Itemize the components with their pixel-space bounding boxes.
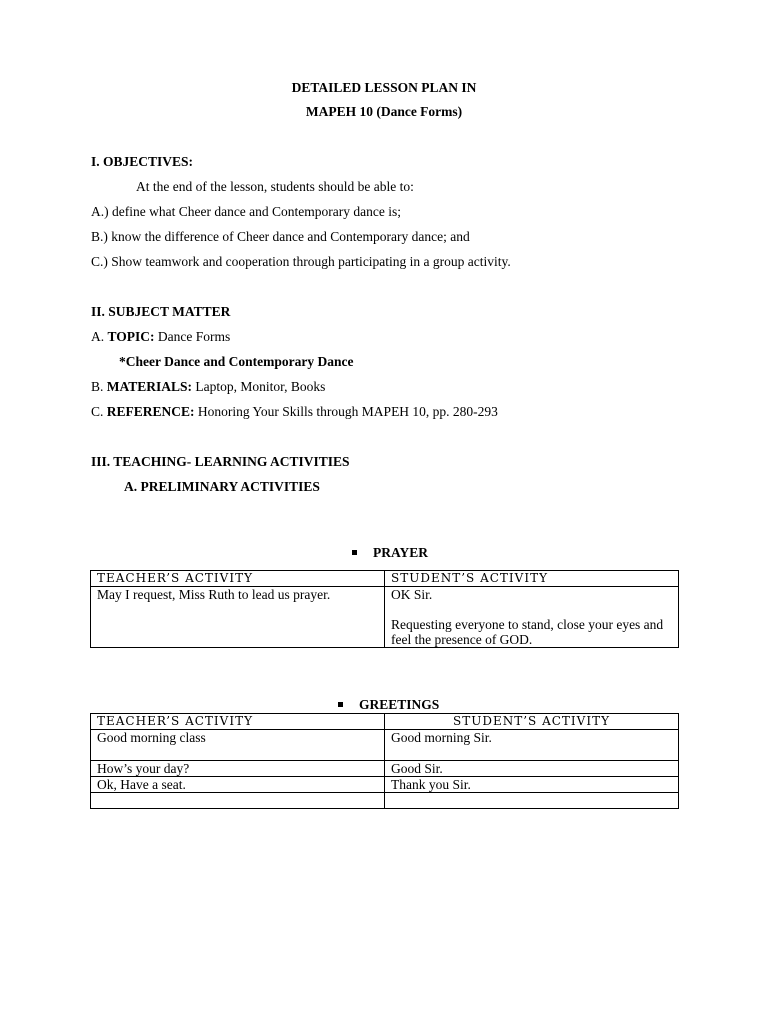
objectives-intro: At the end of the lesson, students should be able to:	[136, 179, 414, 194]
preliminary-heading: A. PRELIMINARY ACTIVITIES	[124, 479, 320, 494]
greetings-student-cell	[385, 793, 679, 809]
reference-value: Honoring Your Skills through MAPEH 10, pp. 280-293	[194, 404, 498, 419]
table-row	[91, 730, 679, 761]
prayer-label-wrap	[352, 545, 428, 561]
table-row	[91, 777, 679, 793]
reference-prefix: C.	[91, 404, 107, 419]
materials-value: Laptop, Monitor, Books	[192, 379, 326, 394]
table-row	[91, 587, 679, 648]
table-row	[91, 761, 679, 777]
bullet-square-icon	[352, 550, 357, 555]
bullet-square-icon	[338, 702, 343, 707]
greetings-student-cell: Good Sir.	[385, 761, 679, 777]
objectives-heading: I. OBJECTIVES:	[91, 154, 194, 169]
greetings-col-teacher: TEACHER’S ACTIVITY	[91, 714, 385, 730]
prayer-student-text2: Requesting everyone to stand, close your eyes and feel the presence of GOD.	[391, 617, 664, 647]
greetings-table	[90, 713, 679, 809]
topic-line	[91, 329, 230, 345]
objective-item-a: A.) define what Cheer dance and Contemporary dance is;	[91, 204, 402, 219]
greetings-teacher-cell: Good morning class	[91, 730, 385, 761]
prayer-table	[90, 570, 679, 648]
greetings-col-student: STUDENT’S ACTIVITY	[385, 714, 679, 730]
prayer-col-student: STUDENT’S ACTIVITY	[385, 571, 679, 587]
doc-title-line1: DETAILED LESSON PLAN IN	[291, 80, 477, 95]
materials-label: MATERIALS:	[106, 379, 193, 394]
prayer-label: PRAYER	[373, 545, 429, 560]
topic-sub: *Cheer Dance and Contemporary Dance	[119, 354, 354, 369]
objective-item-b: B.) know the difference of Cheer dance and Contemporary dance; and	[91, 229, 470, 244]
reference-line	[91, 404, 498, 420]
greetings-label: GREETINGS	[359, 697, 440, 712]
topic-value: Dance Forms	[154, 329, 231, 344]
table-row	[91, 793, 679, 809]
subject-matter-heading: II. SUBJECT MATTER	[91, 304, 231, 319]
prayer-col-teacher: TEACHER’S ACTIVITY	[91, 571, 385, 587]
topic-label: TOPIC:	[107, 329, 155, 344]
greetings-student-cell: Thank you Sir.	[385, 777, 679, 793]
prayer-teacher-text: May I request, Miss Ruth to lead us prayer.	[97, 587, 331, 602]
reference-label: REFERENCE:	[106, 404, 195, 419]
prayer-student-text1: OK Sir.	[391, 587, 433, 602]
materials-prefix: B.	[91, 379, 107, 394]
table-header-row	[91, 714, 679, 730]
greetings-student-cell: Good morning Sir.	[385, 730, 679, 761]
topic-prefix: A.	[91, 329, 108, 344]
doc-title-line2: MAPEH 10 (Dance Forms)	[305, 104, 463, 119]
activities-heading: III. TEACHING- LEARNING ACTIVITIES	[91, 454, 350, 469]
greetings-teacher-cell: How’s your day?	[91, 761, 385, 777]
greetings-teacher-cell	[91, 793, 385, 809]
prayer-student-cell	[385, 587, 679, 648]
prayer-teacher-cell	[91, 587, 385, 648]
objective-item-c: C.) Show teamwork and cooperation through participating in a group activity.	[91, 254, 511, 269]
greetings-teacher-cell: Ok, Have a seat.	[91, 777, 385, 793]
materials-line	[91, 379, 325, 395]
table-header-row	[91, 571, 679, 587]
greetings-label-wrap	[338, 697, 439, 713]
